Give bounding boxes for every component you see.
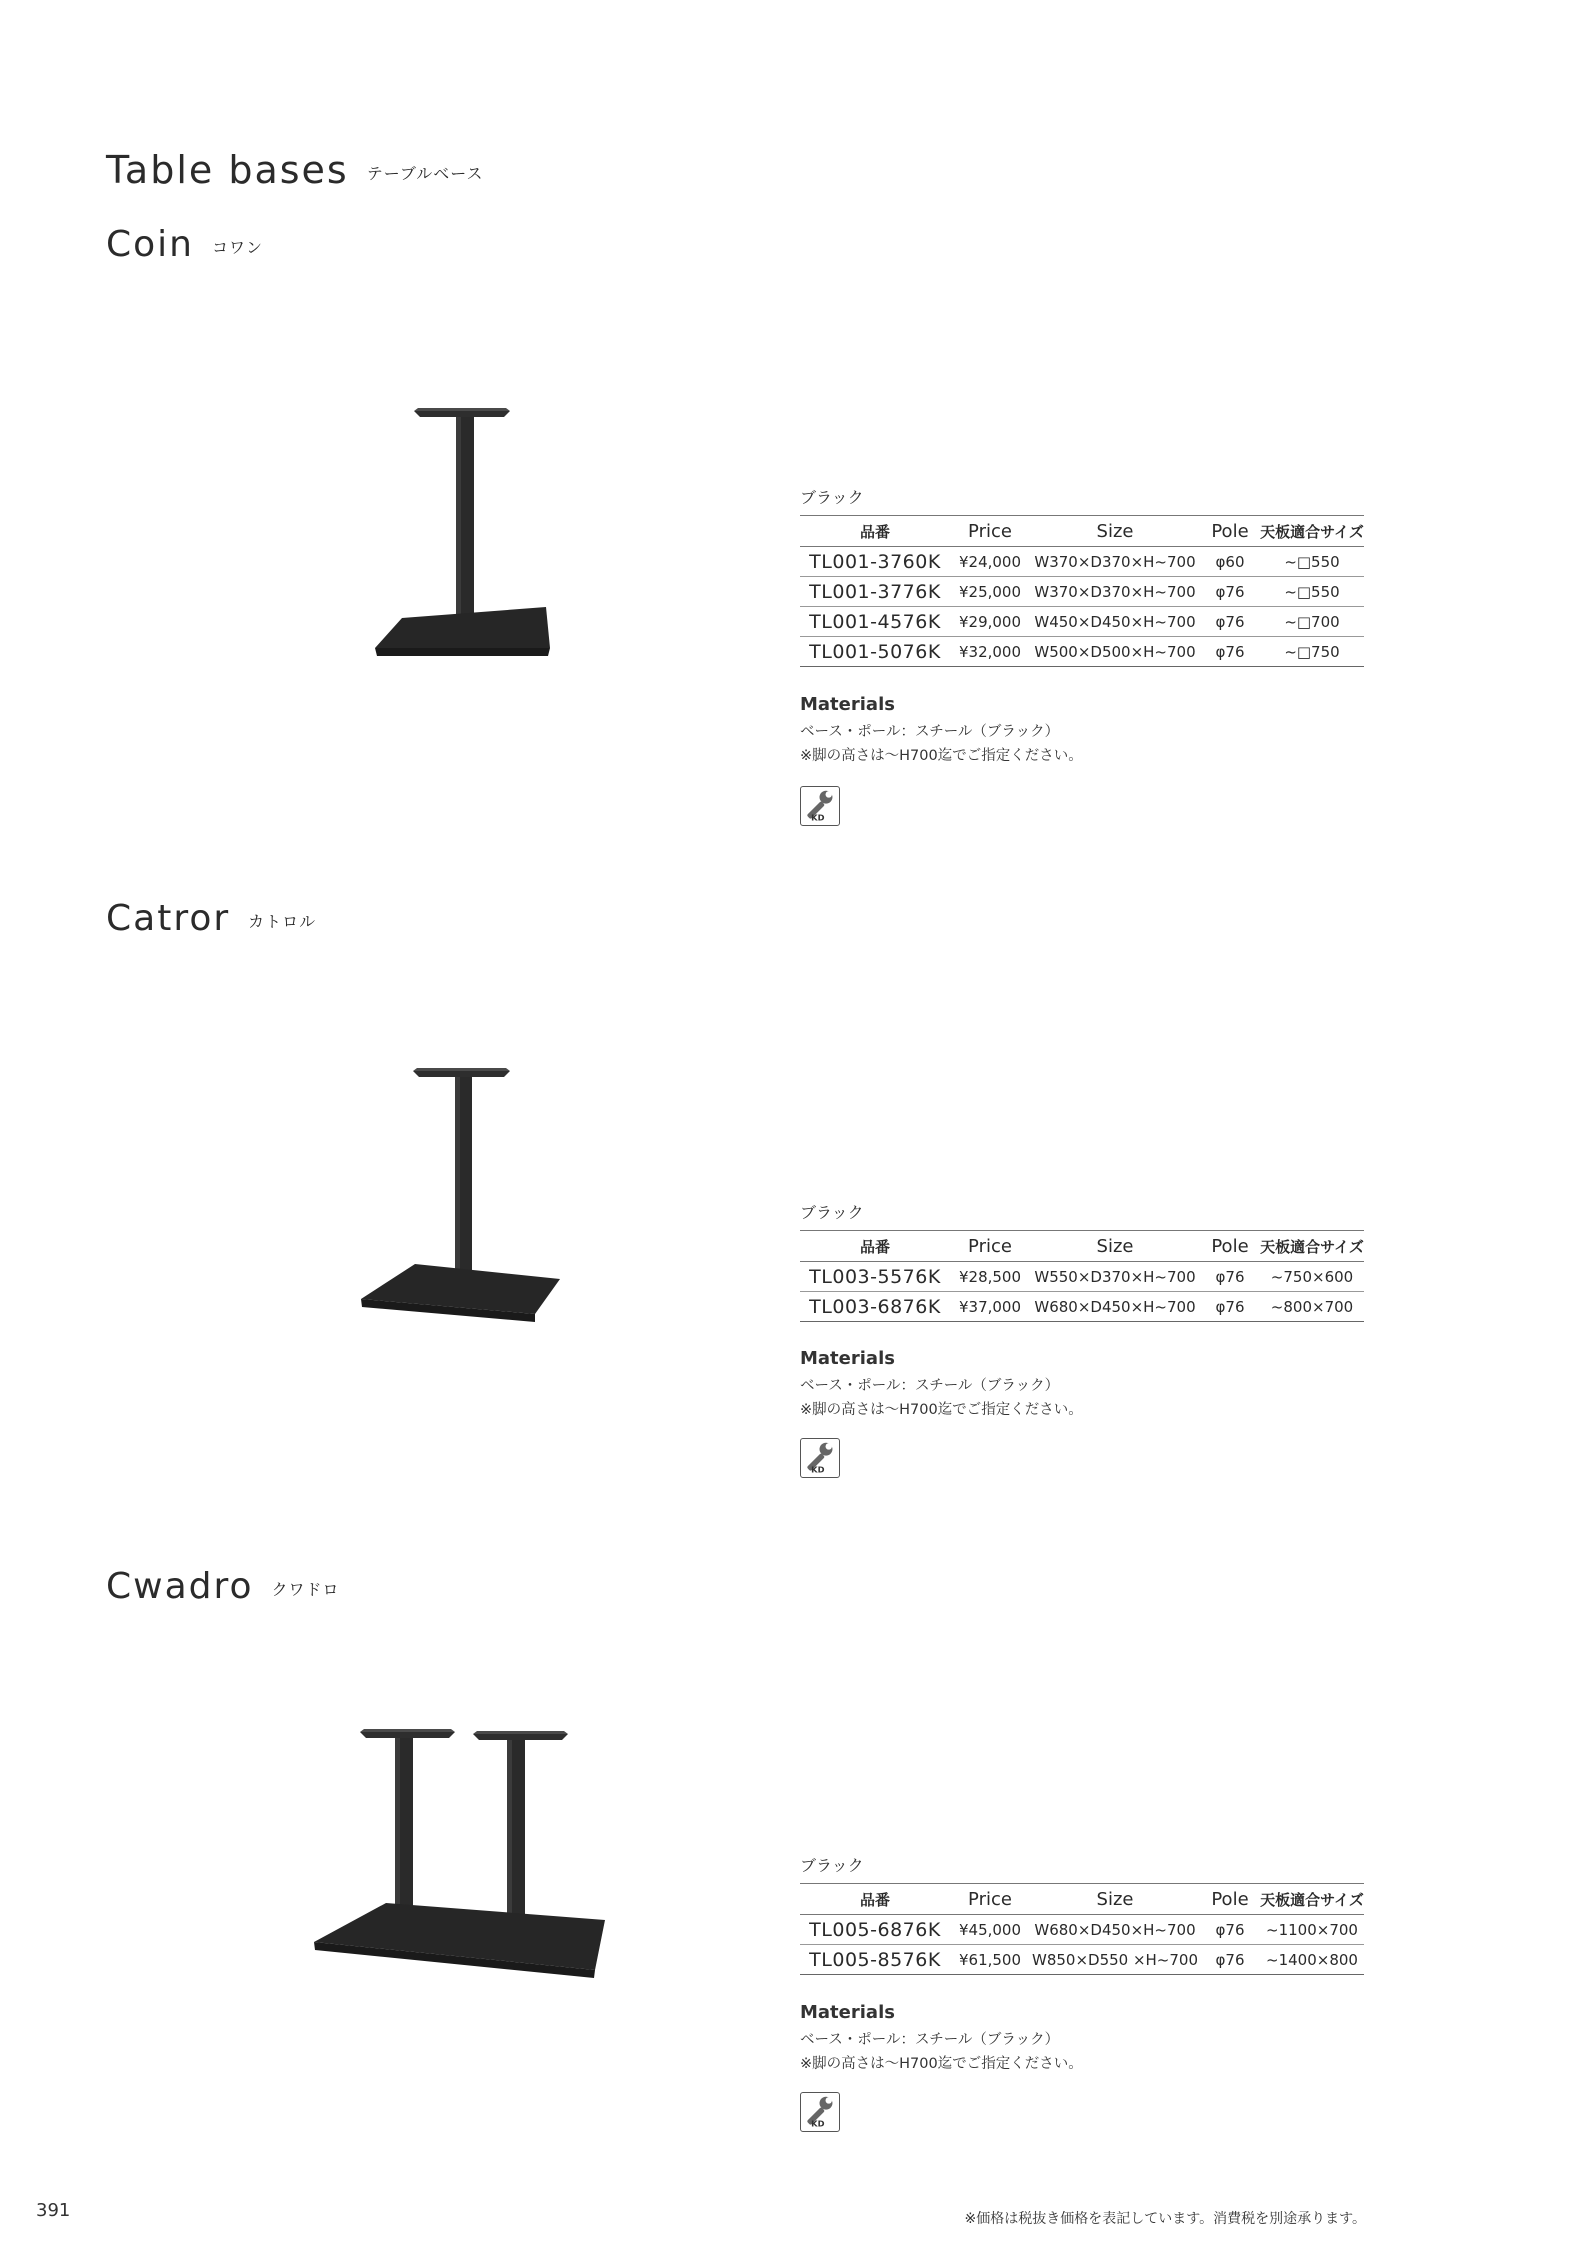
cell-pole: φ76 [1200, 577, 1260, 607]
col-header-price: Price [950, 516, 1030, 547]
col-header-size: Size [1030, 1231, 1200, 1262]
page-number: 391 [36, 2200, 71, 2221]
cell-top-size: ~□550 [1260, 547, 1364, 577]
section-name-jp: クワドロ [271, 1579, 340, 1599]
materials-note: ※脚の高さは～H700迄でご指定ください。 [800, 748, 1083, 764]
section-title-coin [106, 224, 263, 265]
cell-code: TL003-5576K [800, 1262, 950, 1292]
cell-pole: φ76 [1200, 1262, 1260, 1292]
table-row [800, 577, 1364, 607]
cell-code: TL001-5076K [800, 637, 950, 667]
cell-pole: φ76 [1200, 1945, 1260, 1975]
cell-top-size: ~800×700 [1260, 1292, 1364, 1322]
cell-pole: φ76 [1200, 1292, 1260, 1322]
materials-note: ※脚の高さは～H700迄でご指定ください。 [800, 1402, 1083, 1418]
section-title-cwadro [106, 1566, 340, 1607]
cell-price: ¥61,500 [950, 1945, 1030, 1975]
section-name: Cwadro [106, 1566, 254, 1607]
materials-title: Materials [800, 2002, 895, 2023]
table-row [800, 547, 1364, 577]
col-header-code: 品番 [800, 1884, 950, 1915]
cell-code: TL003-6876K [800, 1292, 950, 1322]
materials-title: Materials [800, 1348, 895, 1369]
materials-note: ※脚の高さは～H700迄でご指定ください。 [800, 2056, 1083, 2072]
cell-top-size: ~□750 [1260, 637, 1364, 667]
col-header-code: 品番 [800, 1231, 950, 1262]
table-row [800, 637, 1364, 667]
color-label: ブラック [800, 1203, 864, 1222]
cell-size: W550×D370×H~700 [1030, 1262, 1200, 1292]
col-header-pole: Pole [1200, 1231, 1260, 1262]
col-header-top-size: 天板適合サイズ [1260, 516, 1364, 547]
cell-size: W680×D450×H~700 [1030, 1915, 1200, 1945]
table-header-row [800, 1231, 1364, 1262]
page-title-jp: テーブルベース [366, 164, 484, 183]
kd-wrench-icon [800, 1438, 840, 1478]
cell-top-size: ~750×600 [1260, 1262, 1364, 1292]
cell-size: W680×D450×H~700 [1030, 1292, 1200, 1322]
cell-pole: φ76 [1200, 1915, 1260, 1945]
cell-code: TL001-4576K [800, 607, 950, 637]
spec-table-catror [800, 1230, 1364, 1322]
section-name-jp: カトロル [248, 911, 317, 931]
cell-code: TL005-8576K [800, 1945, 950, 1975]
col-header-price: Price [950, 1231, 1030, 1262]
cell-size: W500×D500×H~700 [1030, 637, 1200, 667]
table-row [800, 1262, 1364, 1292]
table-row [800, 607, 1364, 637]
price-footnote: ※価格は税抜き価格を表記しています。消費税を別途承ります。 [964, 2211, 1366, 2227]
table-header-row [800, 516, 1364, 547]
section-title-catror [106, 898, 316, 939]
col-header-price: Price [950, 1884, 1030, 1915]
cell-size: W450×D450×H~700 [1030, 607, 1200, 637]
color-label: ブラック [800, 488, 864, 507]
cell-pole: φ76 [1200, 637, 1260, 667]
cell-top-size: ~1100×700 [1260, 1915, 1364, 1945]
materials-title: Materials [800, 694, 895, 715]
section-name-jp: コワン [211, 237, 263, 257]
catror-table-base-image [355, 1060, 565, 1335]
color-label: ブラック [800, 1856, 864, 1875]
page-title [106, 148, 484, 192]
kd-wrench-icon [800, 786, 840, 826]
materials-line: ベース・ポール：スチール（ブラック） [800, 724, 1060, 740]
table-header-row [800, 1884, 1364, 1915]
col-header-size: Size [1030, 1884, 1200, 1915]
cell-price: ¥25,000 [950, 577, 1030, 607]
materials-line: ベース・ポール：スチール（ブラック） [800, 2032, 1060, 2048]
cell-code: TL001-3776K [800, 577, 950, 607]
table-row [800, 1292, 1364, 1322]
page-title-text: Table bases [106, 148, 349, 192]
cell-price: ¥29,000 [950, 607, 1030, 637]
cell-size: W370×D370×H~700 [1030, 547, 1200, 577]
cell-price: ¥32,000 [950, 637, 1030, 667]
coin-table-base-image [360, 400, 560, 670]
col-header-pole: Pole [1200, 1884, 1260, 1915]
cell-price: ¥24,000 [950, 547, 1030, 577]
cwadro-table-base-image [310, 1720, 610, 1980]
col-header-code: 品番 [800, 516, 950, 547]
cell-price: ¥45,000 [950, 1915, 1030, 1945]
cell-size: W850×D550 ×H~700 [1030, 1945, 1200, 1975]
table-row [800, 1945, 1364, 1975]
section-name: Coin [106, 224, 194, 265]
cell-price: ¥28,500 [950, 1262, 1030, 1292]
col-header-top-size: 天板適合サイズ [1260, 1231, 1364, 1262]
spec-table-cwadro [800, 1883, 1364, 1975]
kd-label: KD [811, 1464, 825, 1475]
cell-code: TL001-3760K [800, 547, 950, 577]
cell-code: TL005-6876K [800, 1915, 950, 1945]
cell-top-size: ~1400×800 [1260, 1945, 1364, 1975]
kd-label: KD [811, 2118, 825, 2129]
col-header-size: Size [1030, 516, 1200, 547]
materials-line: ベース・ポール：スチール（ブラック） [800, 1378, 1060, 1394]
cell-top-size: ~□550 [1260, 577, 1364, 607]
cell-pole: φ60 [1200, 547, 1260, 577]
cell-pole: φ76 [1200, 607, 1260, 637]
table-row [800, 1915, 1364, 1945]
spec-table-coin [800, 515, 1364, 667]
cell-price: ¥37,000 [950, 1292, 1030, 1322]
kd-label: KD [811, 812, 825, 823]
col-header-pole: Pole [1200, 516, 1260, 547]
col-header-top-size: 天板適合サイズ [1260, 1884, 1364, 1915]
kd-wrench-icon [800, 2092, 840, 2132]
section-name: Catror [106, 898, 231, 939]
cell-size: W370×D370×H~700 [1030, 577, 1200, 607]
cell-top-size: ~□700 [1260, 607, 1364, 637]
